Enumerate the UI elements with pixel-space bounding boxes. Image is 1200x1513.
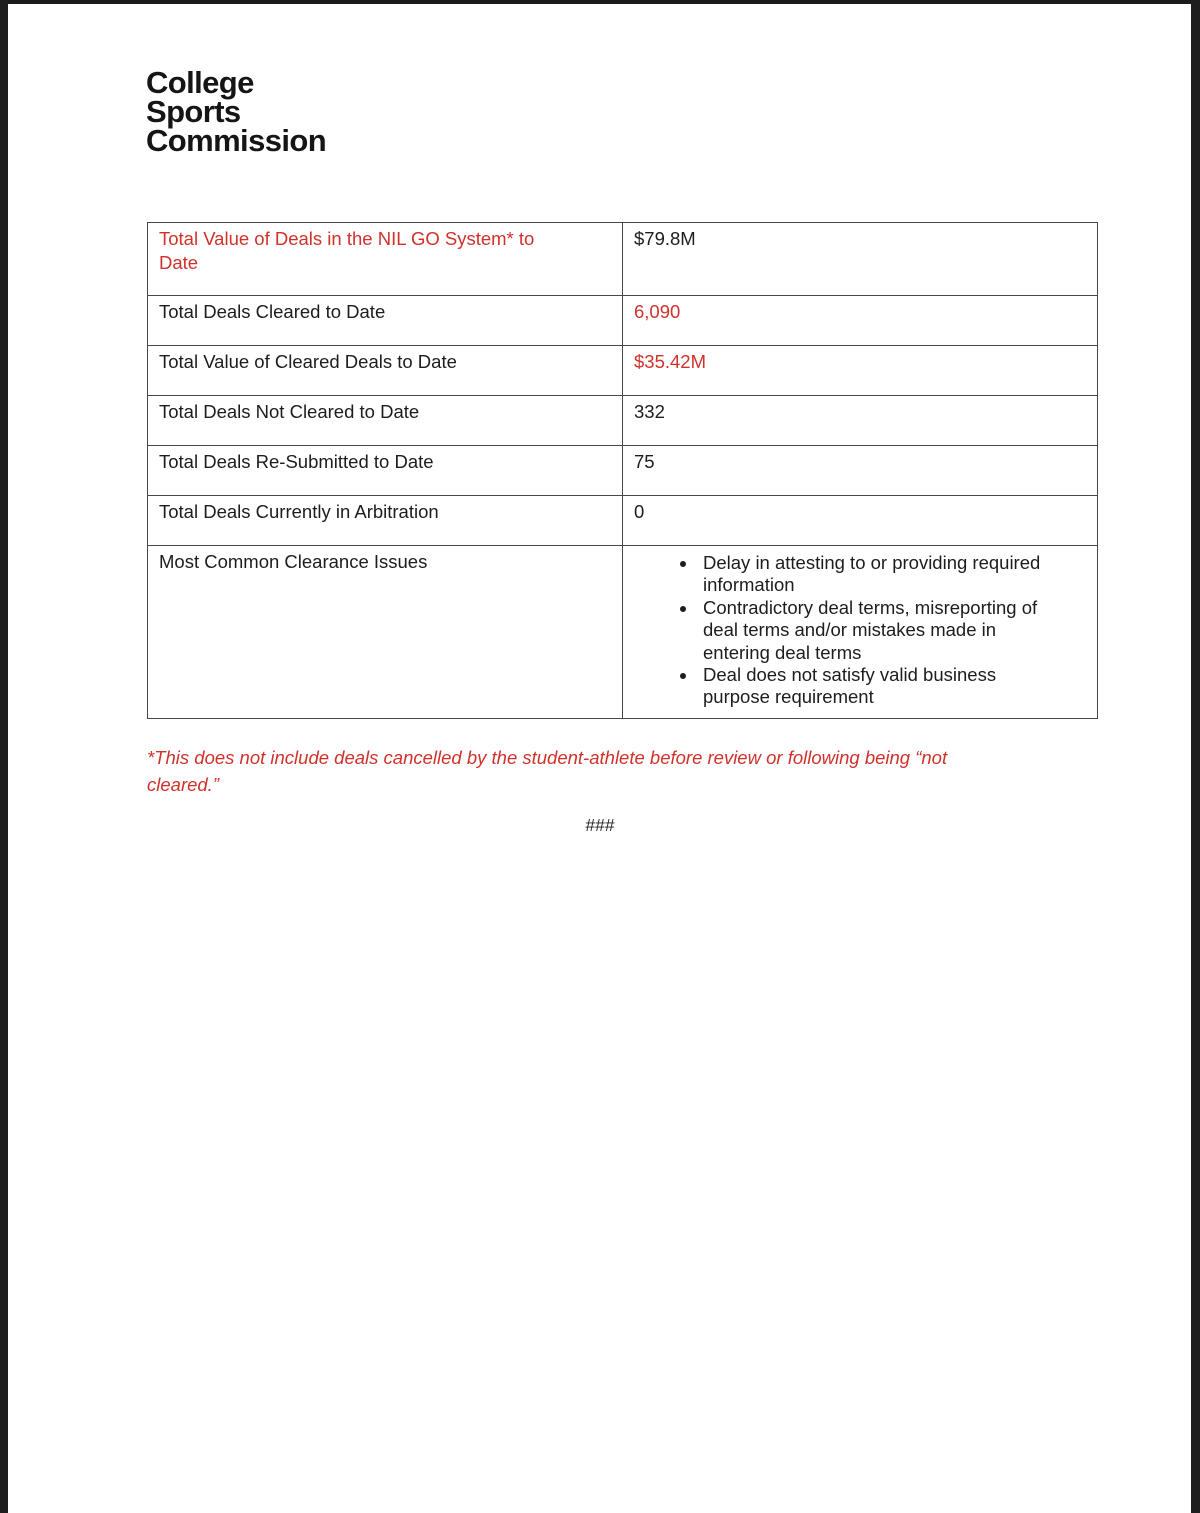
table-row: [148, 496, 1098, 546]
logo-line: Sports: [146, 94, 241, 129]
window-right-edge: [1191, 0, 1200, 1513]
clearance-issue-item: • Delay in attesting to or providing required information: [698, 552, 1065, 597]
row-label-cell: [148, 346, 623, 396]
row-value: 75: [634, 451, 655, 472]
row-label-cell: [148, 296, 623, 346]
logo-line: Commission: [146, 123, 327, 158]
row-label: Total Deals Cleared to Date: [159, 301, 386, 322]
row-value-cell: [623, 223, 1098, 296]
row-label-cell: [148, 496, 623, 546]
row-label: Total Deals Re-Submitted to Date: [159, 451, 434, 472]
row-value: 6,090: [634, 301, 681, 322]
row-value: 0: [634, 501, 645, 522]
table-row: [148, 396, 1098, 446]
row-label: Total Deals Not Cleared to Date: [159, 401, 420, 422]
row-label-cell: [148, 446, 623, 496]
row-label: Most Common Clearance Issues: [159, 551, 428, 572]
row-label: Total Value of Cleared Deals to Date: [159, 351, 457, 372]
window-left-edge: [0, 0, 8, 1513]
row-value-cell: [623, 446, 1098, 496]
row-value-cell: [623, 496, 1098, 546]
clearance-issue-item: • Contradictory deal terms, misreporting of deal terms and/or mistakes made in entering deal terms: [698, 597, 1065, 664]
clearance-issue-item: • Deal does not satisfy valid business purpose requirement: [698, 664, 1065, 709]
row-label: Total Value of Deals in the NIL GO System* to Date: [159, 228, 535, 273]
clearance-issues-list: [634, 552, 1087, 709]
row-value: $35.42M: [634, 351, 706, 372]
footnote-text: *This does not include deals cancelled by the student-athlete before review or following being “not cleared.”: [147, 747, 948, 795]
logo-line: College: [146, 65, 254, 100]
table-row: [148, 223, 1098, 296]
table-row: [148, 346, 1098, 396]
end-of-release-marker: ###: [585, 815, 615, 835]
row-value: $79.8M: [634, 228, 696, 249]
row-label-cell: [148, 546, 623, 719]
clearance-issues-cell: [623, 546, 1098, 719]
row-label: Total Deals Currently in Arbitration: [159, 501, 439, 522]
document-page: [8, 4, 1191, 1513]
nil-deals-stats-table: [147, 222, 1098, 719]
table-row: [148, 446, 1098, 496]
table-row: [148, 546, 1098, 719]
row-value-cell: [623, 396, 1098, 446]
row-label-cell: [148, 396, 623, 446]
row-value-cell: [623, 296, 1098, 346]
college-sports-commission-logo: [146, 65, 327, 158]
table-row: [148, 296, 1098, 346]
row-value-cell: [623, 346, 1098, 396]
row-label-cell: [148, 223, 623, 296]
row-value: 332: [634, 401, 665, 422]
